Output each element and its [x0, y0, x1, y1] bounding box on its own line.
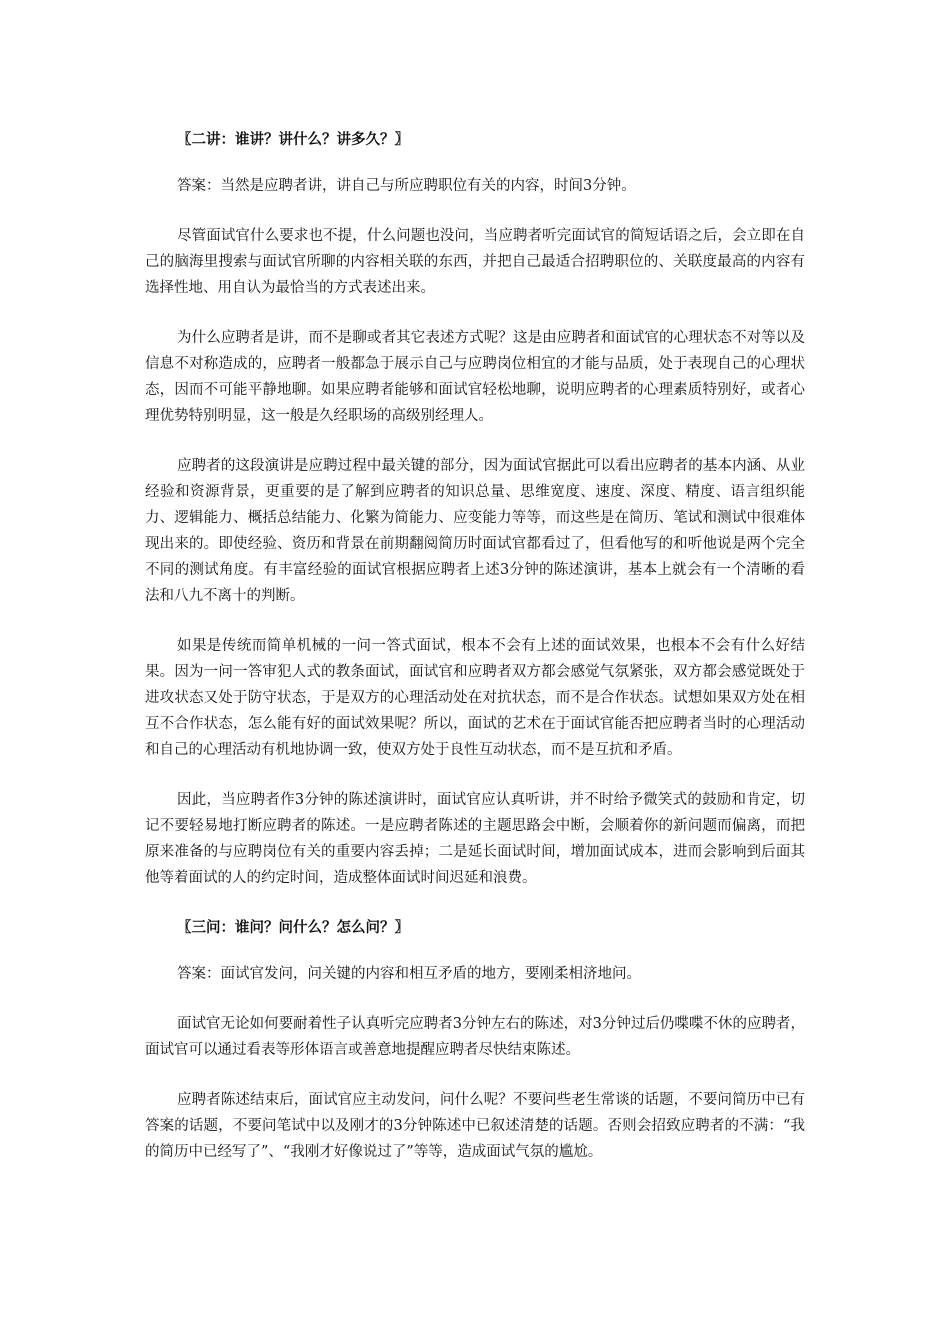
body-paragraph: 应聘者陈述结束后，面试官应主动发问，问什么呢？不要问些老生常谈的话题，不要问简历中已有答案的话题，不要问笔试中以及刚才的3分钟陈述中已叙述清楚的话题。否则会招致应聘者的不满：“我的简历中已经写了”、“我刚才好像说过了”等等，造成面试气氛的尴尬。 [145, 1092, 805, 1160]
body-paragraph: 为什么应聘者是讲，而不是聊或者其它表述方式呢？这是由应聘者和面试官的心理状态不对等以及信息不对称造成的，应聘者一般都急于展示自己与应聘岗位相宜的才能与品质，处于表现自己的心理状态，因而不可能平静地聊。如果应聘者能够和面试官轻松地聊，说明应聘者的心理素质特别好，或者心理优势特别明显，这一般是久经职场的高级别经理人。 [145, 330, 805, 424]
body-paragraph: 尽管面试官什么要求也不提，什么问题也没问，当应聘者听完面试官的简短话语之后，会立即在自己的脑海里搜索与面试官所聊的内容相关联的东西，并把自己最适合招聘职位的、关联度最高的内容有选择性地、用自认为最恰当的方式表述出来。 [145, 228, 805, 296]
body-paragraph: 应聘者的这段演讲是应聘过程中最关键的部分，因为面试官据此可以看出应聘者的基本内涵、从业经验和资源背景，更重要的是了解到应聘者的知识总量、思维宽度、速度、深度、精度、语言组织能力、逻辑能力、概括总结能力、化繁为简能力、应变能力等等，而这些是在简历、笔试和测试中很难体现出来的。即使经验、资历和背景在前期翻阅简历时面试官都看过了，但看他写的和听他说是两个完全不同的测试角度。有丰富经验的面试官根据应聘者上述3分钟的陈述演讲，基本上就会有一个清晰的看法和八九不离十的判断。 [145, 458, 805, 604]
section-heading: 〖三问：谁问？问什么？怎么问？〗 [177, 919, 409, 936]
document-body [145, 127, 805, 1165]
answer-paragraph: 答案：当然是应聘者讲，讲自己与所应聘职位有关的内容，时间3分钟。 [177, 178, 636, 194]
body-paragraph: 如果是传统而简单机械的一问一答式面试，根本不会有上述的面试效果，也根本不会有什么好结果。因为一问一答审犯人式的教条面试，面试官和应聘者双方都会感觉气氛紧张，双方都会感觉既处于进攻状态又处于防守状态，于是双方的心理活动处在对抗状态，而不是合作状态。试想如果双方处在相互不合作状态，怎么能有好的面试效果呢？所以，面试的艺术在于面试官能否把应聘者当时的心理活动和自己的心理活动有机地协调一致，使双方处于良性互动状态，而不是互抗和矛盾。 [145, 638, 805, 758]
answer-paragraph: 答案：面试官发问，问关键的内容和相互矛盾的地方，要刚柔相济地问。 [177, 966, 641, 982]
body-paragraph: 面试官无论如何要耐着性子认真听完应聘者3分钟左右的陈述，对3分钟过后仍喋喋不休的应聘者，面试官可以通过看表等形体语言或善意地提醒应聘者尽快结束陈述。 [145, 1016, 805, 1058]
body-paragraph: 因此，当应聘者作3分钟的陈述演讲时，面试官应认真听讲，并不时给予微笑式的鼓励和肯定，切记不要轻易地打断应聘者的陈述。一是应聘者陈述的主题思路会中断，会顺着你的新问题而偏离，而把原来准备的与应聘岗位有关的重要内容丢掉；二是延长面试时间，增加面试成本，进而会影响到后面其他等着面试的人的约定时间，造成整体面试时间迟延和浪费。 [145, 792, 805, 886]
section-heading: 〖二讲：谁讲？讲什么？讲多久？〗 [177, 131, 409, 148]
